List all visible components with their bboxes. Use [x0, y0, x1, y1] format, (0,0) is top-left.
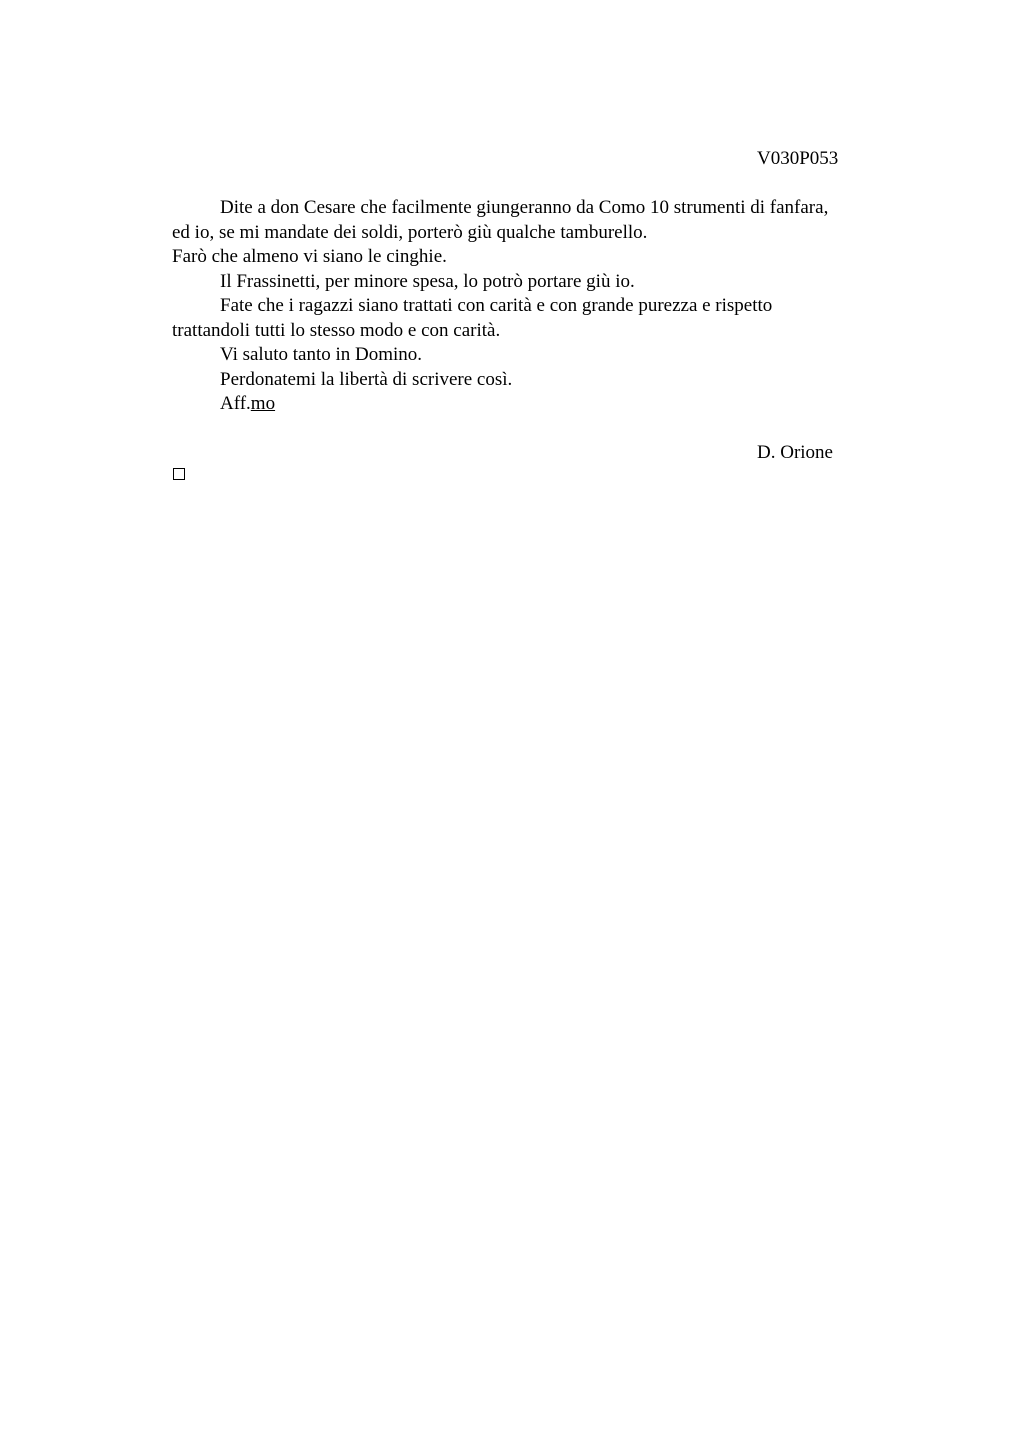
- paragraph-line: Il Frassinetti, per minore spesa, lo potrò portare giù io.: [220, 270, 635, 292]
- empty-square-icon: [173, 468, 185, 480]
- signature: D. Orione: [757, 442, 833, 463]
- document-id: V030P053: [757, 148, 839, 169]
- paragraph-line: Fate che i ragazzi siano trattati con carità e con grande purezza e rispetto: [220, 295, 773, 316]
- closing-suffix: mo: [250, 393, 276, 414]
- paragraph-line: Vi saluto tanto in Domino.: [220, 344, 423, 365]
- paragraph-line: Farò che almeno vi siano le cinghie.: [172, 246, 447, 267]
- closing-prefix: Aff.: [220, 393, 251, 414]
- paragraph-line: Dite a don Cesare che facilmente giungeranno da Como 10 strumenti di fanfara,: [220, 197, 829, 218]
- letter-body: [172, 196, 892, 417]
- closing-line: [172, 392, 892, 417]
- paragraph-line: Perdonatemi la libertà di scrivere così.: [220, 368, 513, 390]
- paragraph-line: ed io, se mi mandate dei soldi, porterò giù qualche tamburello.: [172, 221, 648, 243]
- paragraph-line: trattandoli tutti lo stesso modo e con carità.: [172, 319, 501, 341]
